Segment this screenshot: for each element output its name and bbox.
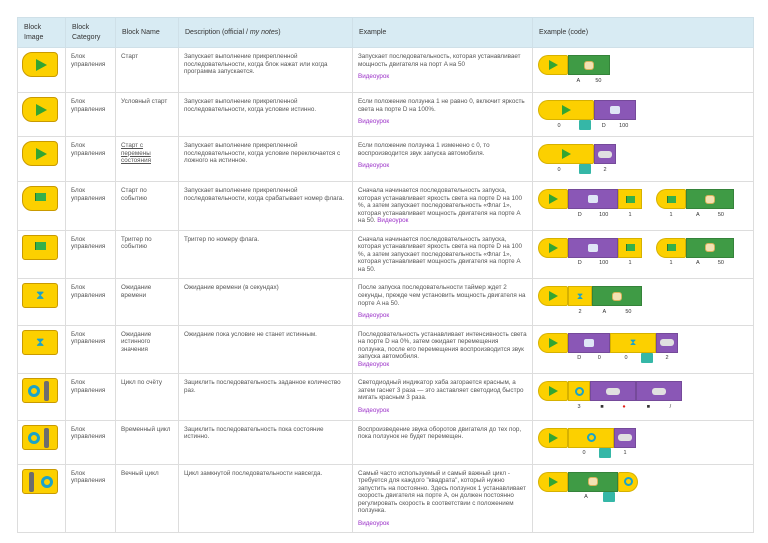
motor-icon [588,477,598,486]
motor-icon [705,195,715,204]
light-icon [588,244,598,252]
start-code-block [538,381,568,401]
slider-sensor-icon [641,353,653,363]
motor-code-block [592,286,642,316]
loop-code-block [568,381,590,411]
block-params [611,355,641,363]
param-value[interactable]: 1 [628,260,632,267]
loop-bar-icon [29,472,34,492]
example-code [533,279,754,325]
example-description [353,279,533,325]
slider-sensor-icon [579,164,591,174]
table-row [18,137,754,182]
block-params [657,355,677,363]
block-params [569,450,599,458]
example-code [533,464,754,533]
param-value[interactable]: 2 [578,309,582,316]
block-params [593,308,641,316]
param-value[interactable]: 50 [595,77,602,84]
loop-icon [41,476,53,488]
example-text: Воспроизведение звука оборотов двигателя до тех пор, пока ползунок не будет перемещен. [358,425,522,441]
block-name [116,464,179,533]
led-code-block [590,381,636,411]
block-params [569,211,617,219]
motor-code-block [686,189,734,218]
block-category: Блок управления [66,464,116,533]
play-icon [562,105,571,115]
flag-trigger-block-icon [22,235,58,260]
video-lesson-link[interactable]: Видеоурок [358,407,390,415]
example-text: Сначала начинается последовательность запуска, которая устанавливает яркость света на порте D на 100 %, а затем запускает последовательность «Флаг 1», которая устанавливает мощность двигателя на порте A на 50. [358,187,522,225]
video-lesson-link[interactable]: Видеоурок [358,73,390,81]
start-code-block [538,238,568,258]
block-category: Блок управления [66,420,116,464]
header-description-italic: my notes [249,28,279,36]
sound-code-block [614,428,636,457]
wait-block-icon [22,283,58,308]
play-icon [36,104,47,116]
block-image-cell [18,48,66,93]
example-text: Светодиодный индикатор хаба загорается красным, а затем гаснет 3 раза — это заставляет светодиод быстро мигать красным 3 раза. [358,379,524,402]
param-value[interactable]: 0 [557,166,561,173]
block-description: Запускает выполнение прикрепленной последовательности, когда срабатывает номер флага. [179,182,353,231]
code-scripts [538,284,748,316]
block-params [657,260,685,268]
block-category: Блок управления [66,48,116,93]
code-scripts [538,142,748,173]
blocks-table [17,17,754,533]
block-name-text: Старт [121,53,139,60]
table-row [18,374,754,420]
hourglass-icon: ⧗ [36,334,45,349]
param-value[interactable]: 1 [628,211,632,218]
motor-code-block [686,238,734,267]
video-lesson-link[interactable]: Видеоурок [358,519,390,527]
start-code-block [538,100,594,129]
block-name-text: Ожидание времени [121,284,152,300]
flagseg-code-block [618,189,642,218]
hub-led-icon [652,388,666,395]
param-value[interactable]: D [577,260,582,267]
example-description [353,93,533,137]
loop-icon [28,432,40,444]
code-script[interactable] [656,189,734,218]
code-script[interactable] [538,428,636,457]
slider-sensor-icon [603,492,615,502]
block-description: Ожидание пока условие не станет истинным. [179,325,353,374]
light-icon [584,339,594,347]
param-value[interactable]: 0 [582,450,586,457]
block-category: Блок управления [66,374,116,420]
param-value[interactable]: 1 [623,450,627,457]
header-row [18,18,754,48]
loop-while-block-icon [22,425,58,450]
flagseg-code-block [618,238,642,267]
slider-sensor-icon [599,448,611,458]
motor-icon [584,61,594,70]
start-block-icon [22,52,58,77]
loop-bar-icon [44,381,49,401]
hourglass-icon: ⧗ [576,291,584,302]
start-code-block [538,428,568,448]
example-code [533,93,754,137]
header-description [179,18,353,48]
param-value[interactable]: A [696,260,700,267]
block-description: Зациклить последовательность заданное количество раз. [179,374,353,420]
param-value[interactable]: 2 [603,166,607,173]
param-value[interactable]: A [696,211,700,218]
led-code-block [636,381,682,411]
block-description: Запускает выполнение прикрепленной последовательности, когда условие переключается с ложного на истинное. [179,137,353,182]
loop-icon [575,387,584,396]
block-name-text: Цикл по счёту [121,379,163,387]
block-category: Блок управления [66,137,116,182]
param-value[interactable]: ● [622,404,626,411]
play-icon [549,291,558,301]
param-value[interactable]: 100 [599,260,609,267]
block-params [619,211,641,219]
code-script[interactable] [538,144,616,173]
sound-code-block [656,333,678,362]
block-name [116,182,179,231]
block-name [116,137,179,182]
video-lesson-link[interactable]: Видеоурок [375,217,409,225]
param-value[interactable]: 100 [599,211,609,218]
video-lesson-link[interactable]: Видеоурок [358,162,390,170]
code-scripts [538,379,748,411]
flagstart-code-block [656,238,686,267]
block-name [116,374,179,420]
block-category: Блок управления [66,182,116,231]
block-params [637,403,681,411]
block-description: Запускает выполнение прикрепленной последовательности, когда условие истинно. [179,93,353,137]
param-value[interactable]: D [577,211,582,218]
loop-icon [587,433,596,442]
example-text: Последовательность устанавливает интенсивность света на порте D на 0%, затем ожидает перемещения ползунка, после его перемещения воспроизводится звук запуска автомобиля. [358,330,527,361]
start-code-block [538,333,568,353]
param-value[interactable]: 3 [577,404,581,411]
forever-code-block [618,472,638,492]
param-value[interactable]: 50 [717,211,724,218]
block-image-cell [18,93,66,137]
example-text: Если положение ползунка 1 не равно 0, включит яркость света на порте D на 100%. [358,98,525,113]
waitc-code-block [568,428,614,457]
param-value[interactable]: 100 [619,122,629,129]
block-name-text: Вечный цикл [121,469,159,477]
play-icon [549,386,558,396]
block-params [687,211,733,219]
example-code [533,48,754,93]
motor-icon [612,292,622,301]
light-code-block [568,333,610,362]
block-name-text: Триггер по событию [121,235,152,251]
example-description [353,374,533,420]
slider-sensor-icon [579,120,591,130]
code-script[interactable] [538,286,642,316]
block-name-text: Ожидание истинного значения [121,330,152,353]
header-example: Example [353,18,533,48]
block-params [539,122,579,130]
example-code [533,325,754,374]
flag-icon [626,196,635,203]
table-row [18,325,754,374]
hourglass-icon: ⧗ [36,288,45,303]
light-icon [588,195,598,203]
table-row [18,420,754,464]
header-description-end: ) [278,28,281,36]
block-image-cell [18,374,66,420]
code-script[interactable] [538,100,636,129]
table-body [18,48,754,533]
code-scripts [538,187,748,218]
param-value[interactable]: 50 [717,260,724,267]
block-description: Ожидание времени (в секундах) [179,279,353,325]
loop-icon [624,477,633,486]
param-value[interactable]: 0 [597,355,601,362]
block-name-text: Условный старт [121,98,168,105]
code-scripts [538,426,748,457]
example-text: Сначала начинается последовательность запуска, которая устанавливает яркость света на порте D на 100 %, а затем запускает последовательность «Флаг 1», которая устанавливает мощность двигателя на порте A на 50. [358,235,522,273]
block-category: Блок управления [66,279,116,325]
block-category: Блок управления [66,325,116,374]
light-icon [610,106,620,114]
code-script[interactable] [538,333,678,362]
block-name [116,93,179,137]
block-description: Запускает выполнение прикрепленной последовательности, когда блок нажат или когда программа запускается. [179,48,353,93]
light-code-block [594,100,636,129]
code-scripts [538,98,748,129]
param-value[interactable]: D [601,122,606,129]
car-sound-icon [618,434,632,441]
header-block-name: Block Name [116,18,179,48]
table-row [18,93,754,137]
start-code-block [538,55,568,75]
flag-icon [667,196,676,203]
play-icon [549,338,558,348]
loop-icon [28,385,40,397]
example-description [353,420,533,464]
block-image-cell [18,279,66,325]
block-params [687,260,733,268]
code-scripts [538,53,748,84]
example-code [533,230,754,279]
param-value[interactable]: 0 [624,355,628,362]
block-params [569,403,589,411]
param-value[interactable]: 50 [625,309,632,316]
flag-icon [667,244,676,251]
hub-led-icon [606,388,620,395]
block-name [116,279,179,325]
car-sound-icon [660,339,674,346]
header-block-image: Block Image [18,18,66,48]
sound-code-block [594,144,616,173]
play-icon [549,477,558,487]
table-row [18,182,754,231]
car-sound-icon [598,151,612,158]
block-image-cell [18,420,66,464]
example-description [353,230,533,279]
block-category: Блок управления [66,93,116,137]
waitc-code-block [610,333,656,362]
param-value[interactable]: ■ [600,404,604,411]
code-scripts [538,470,748,501]
motor-icon [705,243,715,252]
param-value[interactable]: 1 [669,260,673,267]
start-cond-block-icon [22,141,58,166]
block-image-cell [18,137,66,182]
video-lesson-link[interactable]: Видеоурок [358,312,390,320]
example-code [533,374,754,420]
block-name [116,420,179,464]
flag-icon [35,193,46,201]
block-params [569,355,609,363]
play-icon [549,243,558,253]
code-scripts [538,331,748,362]
block-name-text: Временный цикл [121,425,171,433]
param-value[interactable]: ■ [646,404,651,411]
code-scripts [538,236,748,267]
block-name-text: Старт по событию [121,187,147,202]
code-script[interactable] [538,238,642,267]
example-description [353,137,533,182]
flag-icon [626,244,635,251]
table-row [18,464,754,533]
play-icon [549,60,558,70]
code-script[interactable] [656,238,734,267]
block-name [116,48,179,93]
block-description: Триггер по номеру флага. [179,230,353,279]
example-description [353,182,533,231]
param-value[interactable]: A [602,309,607,316]
block-description: Цикл замкнутой последовательности навсегда. [179,464,353,533]
play-icon [562,149,571,159]
block-params [615,450,635,458]
flagstart-code-block [656,189,686,218]
header-description-text: Description (official / [185,28,250,36]
loop-count-block-icon [22,378,58,403]
play-icon [549,433,558,443]
start-code-block [538,189,568,209]
param-value[interactable]: 1 [669,211,673,218]
example-description [353,464,533,533]
block-params [619,260,641,268]
block-description: Зациклить последовательность пока состояние истинно. [179,420,353,464]
param-value[interactable]: D [577,355,582,362]
block-image-cell [18,230,66,279]
block-image-cell [18,464,66,533]
block-params [657,211,685,219]
block-params [569,494,603,502]
param-value[interactable]: 2 [665,355,669,362]
block-name-link[interactable]: Старт с перемены состояния [121,142,151,165]
block-params [595,166,615,174]
code-script[interactable] [538,55,610,84]
table-row [18,279,754,325]
code-script[interactable] [538,472,638,501]
example-text: Запускает последовательность, которая устанавливает мощность двигателя на порт A на 50 [358,53,521,68]
light-code-block [568,238,618,267]
example-code [533,420,754,464]
header-block-category: Block Category [66,18,116,48]
param-value[interactable]: A [576,77,581,84]
param-value[interactable]: / [669,404,672,411]
start-code-block [538,144,594,173]
motor-code-block [568,55,610,84]
wait-code-block [568,286,592,316]
example-text: Самый часто используемый и самый важный цикл - требуется для каждого "квадрата", который нужно запустить на постоянно. Здесь ползунок 1 устанавливает скорость двигателя на порте A, он должен постоянно регулировать скорость в соответствии с положением ползунка. [358,469,526,515]
loop-forever-block-icon [22,469,58,494]
light-code-block [568,189,618,218]
block-image-cell [18,325,66,374]
wait-cond-block-icon [22,330,58,355]
block-image-cell [18,182,66,231]
block-name [116,325,179,374]
code-script[interactable] [538,189,642,218]
example-text: После запуска последовательности таймер ждет 2 секунды, прежде чем установить мощность двигателя на порте A на 50. [358,284,526,307]
block-params [539,166,579,174]
start-code-block [538,472,568,492]
param-value[interactable]: 0 [557,122,561,129]
video-lesson-link[interactable]: Видеоурок [358,360,390,368]
block-params [591,403,635,411]
table-row [18,48,754,93]
flag-start-block-icon [22,186,58,211]
flag-icon [35,242,46,250]
example-description [353,48,533,93]
example-description [353,325,533,374]
motor-code-block [568,472,618,501]
block-params [569,260,617,268]
video-lesson-link[interactable]: Видеоурок [358,118,390,126]
example-text: Если положение ползунка 1 изменено с 0, то воспроизводится звук запуска автомобиля. [358,142,490,157]
example-code [533,137,754,182]
header-example-code: Example (code) [533,18,754,48]
param-value[interactable]: A [584,494,588,501]
block-params [595,122,635,130]
example-code [533,182,754,231]
code-script[interactable] [538,381,682,411]
play-icon [36,148,47,160]
block-category: Блок управления [66,230,116,279]
start-code-block [538,286,568,306]
block-name [116,230,179,279]
block-params [569,308,591,316]
play-icon [36,59,47,71]
block-params [569,77,609,85]
play-icon [549,194,558,204]
hourglass-icon: ⧗ [629,337,637,348]
loop-bar-icon [44,428,49,448]
start-cond-block-icon [22,97,58,122]
table-row [18,230,754,279]
